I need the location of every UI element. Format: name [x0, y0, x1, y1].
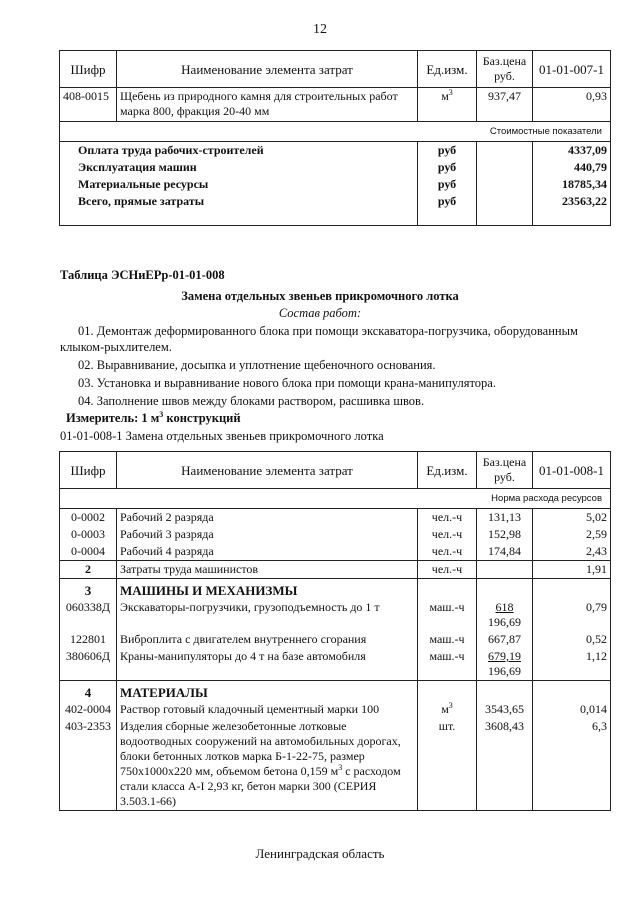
row-name: Рабочий 2 разряда: [117, 509, 418, 527]
table-row: [60, 526, 611, 543]
work-step: 01. Демонтаж деформированного блока при помощи экскаватора-погрузчика, оборудованным: [78, 324, 578, 338]
cost-name: Оплата труда рабочих-строителей: [60, 142, 418, 160]
row-value: 1,91: [533, 561, 611, 579]
item-line: 01-01-008-1 Замена отдельных звеньев прикромочного лотка: [60, 429, 384, 443]
cost-row: [60, 159, 611, 176]
cost-name: Всего, прямые затраты: [60, 193, 418, 226]
row-price: 618 196,69: [477, 599, 533, 631]
section-heading: МАТЕРИАЛЫ: [117, 681, 418, 702]
row-name: Виброплита с двигателем внутреннего сгорания: [117, 631, 418, 648]
row-value: 1,12: [533, 648, 611, 681]
subheader-row: [60, 489, 611, 509]
row-unit: чел.-ч: [418, 509, 477, 527]
row-name: Щебень из природного камня для строительных работ марка 800, фракция 20-40 мм: [117, 88, 418, 122]
row-value: 0,014: [533, 701, 611, 718]
row-shifr: 060338Д: [60, 599, 117, 631]
row-unit: $м^3$: [418, 88, 477, 122]
subheader-resource-norm: Норма расхода ресурсов: [60, 489, 611, 509]
section-number: 3: [60, 579, 117, 600]
table-row: [60, 543, 611, 561]
row-value: 0,79: [533, 599, 611, 631]
section-number: 4: [60, 681, 117, 702]
row-shifr: 0-0003: [60, 526, 117, 543]
resource-table: [59, 451, 611, 811]
cost-value: 440,79: [533, 159, 611, 176]
composition-title: Состав работ:: [278, 306, 362, 320]
cost-table-1: [59, 50, 611, 226]
row-value: 0,52: [533, 631, 611, 648]
row-unit: $м^3$: [418, 701, 477, 718]
row-price: 937,47: [477, 88, 533, 122]
table-row: [60, 561, 611, 579]
cost-value: 18785,34: [533, 176, 611, 193]
page-number: 12: [313, 22, 327, 37]
row-price: 152,98: [477, 526, 533, 543]
row-shifr: 122801: [60, 631, 117, 648]
header-price: Баз.цена руб.: [477, 51, 533, 88]
cost-value: 4337,09: [533, 142, 611, 160]
section-title: Замена отдельных звеньев прикромочного лотка: [181, 289, 459, 303]
row-unit: шт.: [418, 718, 477, 811]
row-unit: чел.-ч: [418, 543, 477, 561]
row-shifr: 402-0004: [60, 701, 117, 718]
row-shifr: 380606Д: [60, 648, 117, 681]
cost-row: [60, 193, 611, 226]
table-header-row: [60, 452, 611, 489]
row-price: 174,84: [477, 543, 533, 561]
row-name: Раствор готовый кладочный цементный марки 100: [117, 701, 418, 718]
cost-unit: руб: [418, 176, 477, 193]
row-value: 2,43: [533, 543, 611, 561]
cost-unit: руб: [418, 159, 477, 176]
row-unit: маш.-ч: [418, 648, 477, 681]
row-name: Краны-манипуляторы до 4 т на базе автомобиля: [117, 648, 418, 681]
row-name: Экскаваторы-погрузчики, грузоподъемность до 1 т: [117, 599, 418, 631]
cost-unit: руб: [418, 193, 477, 226]
cost-name: Эксплуатация машин: [60, 159, 418, 176]
row-shifr: 408-0015: [60, 88, 117, 122]
cost-name: Материальные ресурсы: [60, 176, 418, 193]
table-header-row: [60, 51, 611, 88]
row-unit: маш.-ч: [418, 599, 477, 631]
cost-unit: руб: [418, 142, 477, 160]
header-shifr: Шифр: [60, 51, 117, 88]
row-name: Рабочий 4 разряда: [117, 543, 418, 561]
row-price: 667,87: [477, 631, 533, 648]
row-price: 3543,65: [477, 701, 533, 718]
measure-unit: Измеритель: 1 $м^3$ конструкций: [66, 409, 241, 425]
header-name: Наименование элемента затрат: [117, 452, 418, 489]
row-unit: чел.-ч: [418, 526, 477, 543]
row-price: 131,13: [477, 509, 533, 527]
table-row: [60, 599, 611, 631]
subheader-cost-indicators: Стоимостные показатели: [60, 122, 611, 142]
work-step: 02. Выравнивание, досыпка и уплотнение щебеночного основания.: [78, 358, 436, 372]
work-step: 03. Установка и выравнивание нового блока при помощи крана-манипулятора.: [78, 376, 496, 390]
row-value: 6,3: [533, 718, 611, 811]
cost-value: 23563,22: [533, 193, 611, 226]
table-row: [60, 701, 611, 718]
row-shifr: 2: [60, 561, 117, 579]
table-row: [60, 88, 611, 122]
row-shifr: 403-2353: [60, 718, 117, 811]
row-name: Затраты труда машинистов: [117, 561, 418, 579]
cost-row: [60, 176, 611, 193]
row-shifr: 0-0004: [60, 543, 117, 561]
table-row: [60, 631, 611, 648]
header-unit: Ед.изм.: [418, 51, 477, 88]
row-unit: маш.-ч: [418, 631, 477, 648]
header-code: 01-01-007-1: [533, 51, 611, 88]
header-price: Баз.цена руб.: [477, 452, 533, 489]
table-row: [60, 718, 611, 811]
cost-row: [60, 142, 611, 160]
row-shifr: 0-0002: [60, 509, 117, 527]
work-step: клыком-рыхлителем.: [60, 340, 172, 354]
work-step: 04. Заполнение швов между блоками раствором, расшивка швов.: [78, 394, 425, 408]
section-heading: МАШИНЫ И МЕХАНИЗМЫ: [117, 579, 418, 600]
row-name: Рабочий 3 разряда: [117, 526, 418, 543]
row-value: 0,93: [533, 88, 611, 122]
row-price: 3608,43: [477, 718, 533, 811]
table-row: [60, 509, 611, 527]
row-unit: чел.-ч: [418, 561, 477, 579]
row-value: 5,02: [533, 509, 611, 527]
table-row: [60, 648, 611, 681]
header-name: Наименование элемента затрат: [117, 51, 418, 88]
header-unit: Ед.изм.: [418, 452, 477, 489]
table-label: Таблица ЭСНиЕРр-01-01-008: [60, 268, 225, 282]
section-row: [60, 579, 611, 600]
section-row: [60, 681, 611, 702]
page-footer: Ленинградская область: [255, 846, 385, 861]
subheader-row: [60, 122, 611, 142]
row-name: Изделия сборные железобетонные лотковые водоотводных сооружений на автомобильных дорогах, блоки бетонных лотков марка Б-1-22-75, размер 750х1000х220 мм, объемом бетона 0,159 $м^3$ с расходом стали класса А-I 2,93 кг, бетон марки 300 (СЕРИЯ 3.503.1-66): [117, 718, 418, 811]
header-code: 01-01-008-1: [533, 452, 611, 489]
row-price: 679,19 196,69: [477, 648, 533, 681]
row-value: 2,59: [533, 526, 611, 543]
header-shifr: Шифр: [60, 452, 117, 489]
